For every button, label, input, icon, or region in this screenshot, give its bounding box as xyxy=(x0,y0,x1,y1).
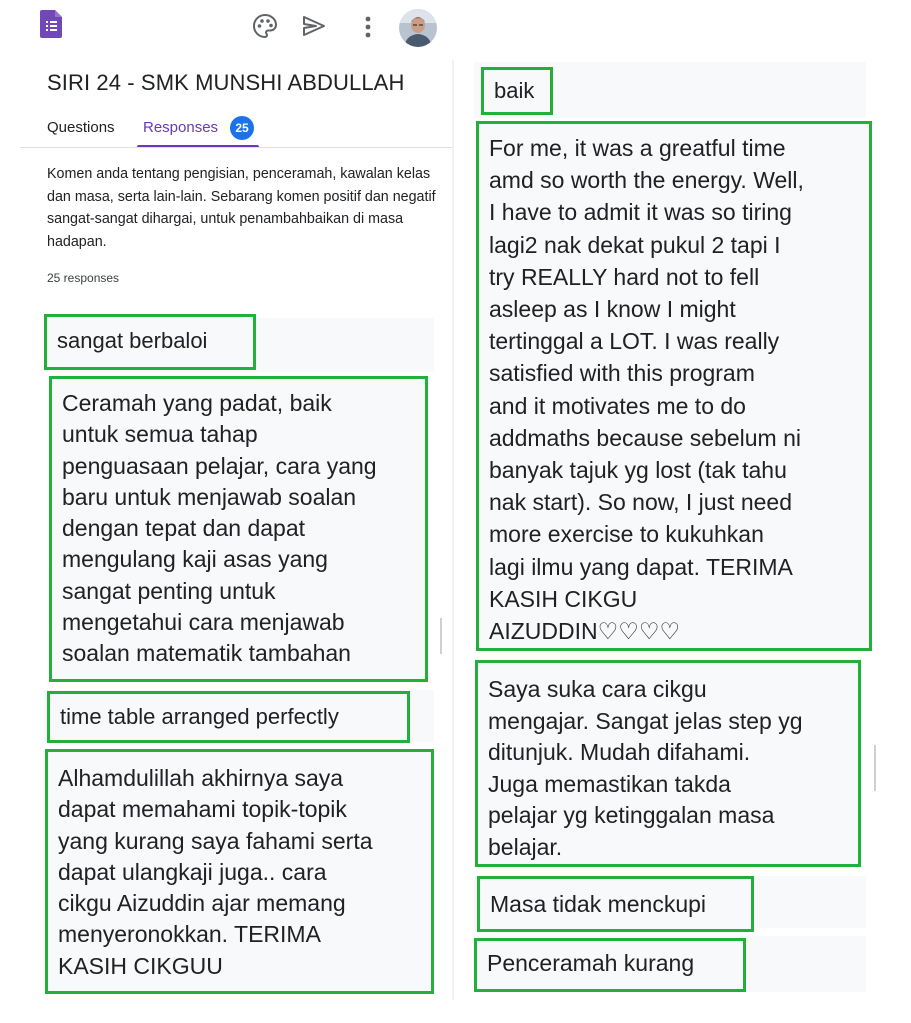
response-item xyxy=(474,938,746,992)
response-item xyxy=(45,749,434,994)
response-item xyxy=(481,67,553,115)
more-vert-icon[interactable] xyxy=(358,14,378,40)
response-text: Ceramah yang padat, baik untuk semua tahap penguasaan pelajar, cara yang baru untuk menjawab soalan dengan tepat dan dapat mengulang kaji asas yang sangat penting untuk mengetahui cara menjawab soalan matematik tambahan xyxy=(62,390,377,667)
tab-bar xyxy=(0,108,452,148)
response-item xyxy=(476,121,872,651)
response-text: Saya suka cara cikgu mengajar. Sangat jelas step yg ditunjuk. Mudah difahami. Juga memastikan takda pelajar yg ketinggalan masa belajar. xyxy=(488,676,803,860)
response-text: Masa tidak menckupi xyxy=(490,891,707,917)
top-app-bar xyxy=(0,0,452,58)
response-text: baik xyxy=(494,78,535,103)
palette-icon[interactable] xyxy=(252,13,278,39)
scrollbar[interactable] xyxy=(440,618,442,654)
response-text: Alhamdulillah akhirnya saya dapat memahami topik-topik yang kurang saya fahami serta dapat ulangkaji juga.. cara cikgu Aizuddin ajar memang menyeronokkan. TERIMA KASIH CIKGUU xyxy=(58,765,373,979)
response-item xyxy=(47,691,410,743)
response-item xyxy=(477,876,754,932)
tab-questions[interactable]: Questions xyxy=(47,119,115,136)
response-item xyxy=(475,660,861,867)
response-text: sangat berbaloi xyxy=(57,328,208,353)
response-text: time table arranged perfectly xyxy=(60,704,339,729)
send-icon[interactable] xyxy=(302,15,326,37)
response-text: For me, it was a greatful time amd so worth the energy. Well, I have to admit it was so tiring lagi2 nak dekat pukul 2 tapi I try REALLY hard not to fell asleep as I know I might tertinggal a LOT. I was really satisfied with this program and it motivates me to do addmaths because sebelum ni banyak tajuk yg lost (tak tahu nak start). So now, I just need more exercise to kukuhkan lagi ilmu yang dapat. TERIMA KASIH CIKGU AIZUDDIN♡♡♡♡ xyxy=(489,135,804,645)
response-text: Penceramah kurang xyxy=(487,950,695,976)
tab-responses[interactable]: Responses xyxy=(143,119,219,136)
tabs-divider xyxy=(20,147,452,148)
responses-count-badge: 25 xyxy=(230,116,254,140)
question-text: Komen anda tentang pengisian, penceramah, kawalan kelas dan masa, serta lain-lain. Sebarang komen positif dan negatif sangat-sangat dihargai, untuk penambahbaikan di masa hadapan. xyxy=(47,166,436,250)
right-panel xyxy=(454,0,911,1023)
response-count: 25 responses xyxy=(47,271,120,285)
forms-logo-icon[interactable] xyxy=(40,10,62,38)
avatar[interactable] xyxy=(399,9,437,47)
left-panel xyxy=(0,0,452,1023)
scrollbar[interactable] xyxy=(874,745,876,791)
response-item xyxy=(44,314,256,370)
response-item xyxy=(49,376,428,682)
form-title: SIRI 24 - SMK MUNSHI ABDULLAH xyxy=(47,70,405,95)
